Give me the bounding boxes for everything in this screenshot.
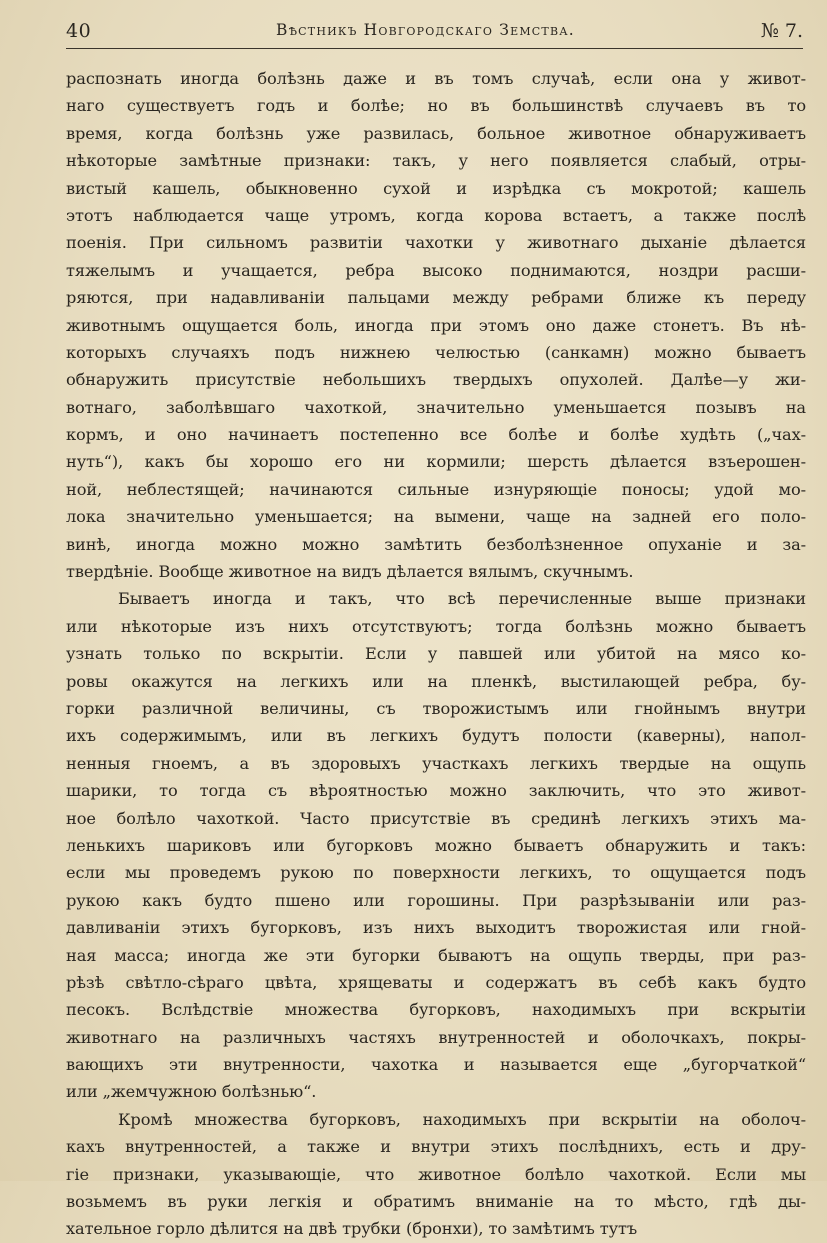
text-line: ная масса; иногда же эти бугорки бываютъ на ощупь тверды, при раз-	[66, 945, 806, 965]
text-line: шарики, то тогда съ вѣроятностью можно заключить, что это живот-	[66, 781, 806, 801]
text-line: ленькихъ шариковъ или бугорковъ можно бываетъ обнаружить и такъ:	[66, 835, 806, 855]
paragraph	[66, 1106, 806, 1243]
text-line: гіе признаки, указывающіе, что животное болѣло чахоткой. Если мы	[66, 1164, 806, 1184]
text-line: Бываетъ иногда и такъ, что всѣ перечисленные выше признаки	[118, 589, 806, 609]
text-line: ной, неблестящей; начинаются сильные изнуряющіе поносы; удой мо-	[66, 479, 806, 499]
text-line: время, когда болѣзнь уже развилась, больное животное обнаруживаетъ	[66, 123, 806, 143]
text-line: нуть“), какъ бы хорошо его ни кормили; шерсть дѣлается взъерошен-	[66, 452, 806, 472]
text-line: нѣкоторые замѣтные признаки: такъ, у него появляется слабый, отры-	[66, 151, 806, 171]
text-line: возьмемъ въ руки легкія и обратимъ вниманіе на то мѣсто, гдѣ ды-	[66, 1192, 806, 1212]
text-line: ряются, при надавливаніи пальцами между ребрами ближе къ переду	[66, 288, 806, 308]
text-line: тяжелымъ и учащается, ребра высоко поднимаются, ноздри расши-	[66, 260, 806, 280]
text-line: вающихъ эти внутренности, чахотка и называется еще „бугорчаткой“	[66, 1055, 806, 1075]
text-line: лока значительно уменьшается; на вымени, чаще на задней его поло-	[66, 507, 806, 527]
page-header	[66, 18, 803, 49]
text-line: твердѣніе. Вообще животное на видъ дѣлается вялымъ, скучнымъ.	[66, 562, 634, 582]
text-line: если мы проведемъ рукою по поверхности легкихъ, то ощущается подъ	[66, 863, 806, 883]
text-line: давливаніи этихъ бугорковъ, изъ нихъ выходитъ творожистая или гной-	[66, 918, 806, 938]
text-line: ровы окажутся на легкихъ или на пленкѣ, выстилающей ребра, бу-	[66, 671, 806, 691]
text-line: поенія. При сильномъ развитіи чахотки у животнаго дыханіе дѣлается	[66, 233, 806, 253]
text-line: или „жемчужною болѣзнью“.	[66, 1082, 317, 1102]
text-line: ное болѣло чахоткой. Часто присутствіе въ срединѣ легкихъ этихъ ма-	[66, 808, 806, 828]
text-line: кормъ, и оно начинаетъ постепенно все болѣе и болѣе худѣть („чах-	[66, 425, 806, 445]
text-line: этотъ наблюдается чаще утромъ, когда корова встаетъ, а также послѣ	[66, 205, 806, 225]
issue-number: № 7.	[760, 20, 803, 42]
text-line: наго существуетъ годъ и болѣе; но въ большинствѣ случаевъ въ то	[66, 96, 806, 116]
text-line: Кромѣ множества бугорковъ, находимыхъ при вскрытіи на оболоч-	[118, 1109, 806, 1129]
text-line: ненныя гноемъ, а въ здоровыхъ участкахъ легкихъ твердые на ощупь	[66, 753, 806, 773]
text-line: рукою какъ будто пшено или горошины. При разрѣзываніи или раз-	[66, 890, 806, 910]
text-line: винѣ, иногда можно можно замѣтить безболѣзненное опуханіе и за-	[66, 534, 806, 554]
text-line: кахъ внутренностей, а также и внутри этихъ послѣднихъ, есть и дру-	[66, 1137, 806, 1157]
text-line: или нѣкоторые изъ нихъ отсутствуютъ; тогда болѣзнь можно бываетъ	[66, 616, 806, 636]
text-line: рѣзѣ свѣтло-сѣраго цвѣта, хрящеваты и содержатъ въ себѣ какъ будто	[66, 972, 806, 992]
text-line: горки различной величины, съ творожистымъ или гнойнымъ внутри	[66, 698, 806, 718]
text-line: которыхъ случаяхъ подъ нижнею челюстью (санкамн) можно бываетъ	[66, 342, 806, 362]
text-line: хательное горло дѣлится на двѣ трубки (бронхи), то замѣтимъ тутъ	[66, 1219, 638, 1239]
journal-title: Вѣстникъ Новгородскаго Земства.	[276, 21, 575, 39]
text-line: обнаружить присутствіе небольшихъ твердыхъ опухолей. Далѣе—у жи-	[66, 370, 806, 390]
text-line: ихъ содержимымъ, или въ легкихъ будутъ полости (каверны), напол-	[66, 726, 806, 746]
text-line: узнать только по вскрытіи. Если у павшей или убитой на мясо ко-	[66, 644, 806, 664]
text-line: вотнаго, заболѣвшаго чахоткой, значительно уменьшается позывъ на	[66, 397, 806, 417]
text-line: распознать иногда болѣзнь даже и въ томъ случаѣ, если она у живот-	[66, 69, 806, 88]
body-text	[66, 65, 806, 1243]
text-line: животнымъ ощущается боль, иногда при этомъ оно даже стонетъ. Въ нѣ-	[66, 315, 806, 335]
text-line: вистый кашель, обыкновенно сухой и изрѣдка съ мокротой; кашель	[66, 178, 806, 198]
paragraph	[66, 585, 806, 1105]
text-line: животнаго на различныхъ частяхъ внутренностей и оболочкахъ, покры-	[66, 1027, 806, 1047]
text-line: песокъ. Вслѣдствіе множества бугорковъ, находимыхъ при вскрытіи	[66, 1000, 806, 1020]
paragraph	[66, 65, 806, 585]
page-number: 40	[66, 20, 92, 42]
